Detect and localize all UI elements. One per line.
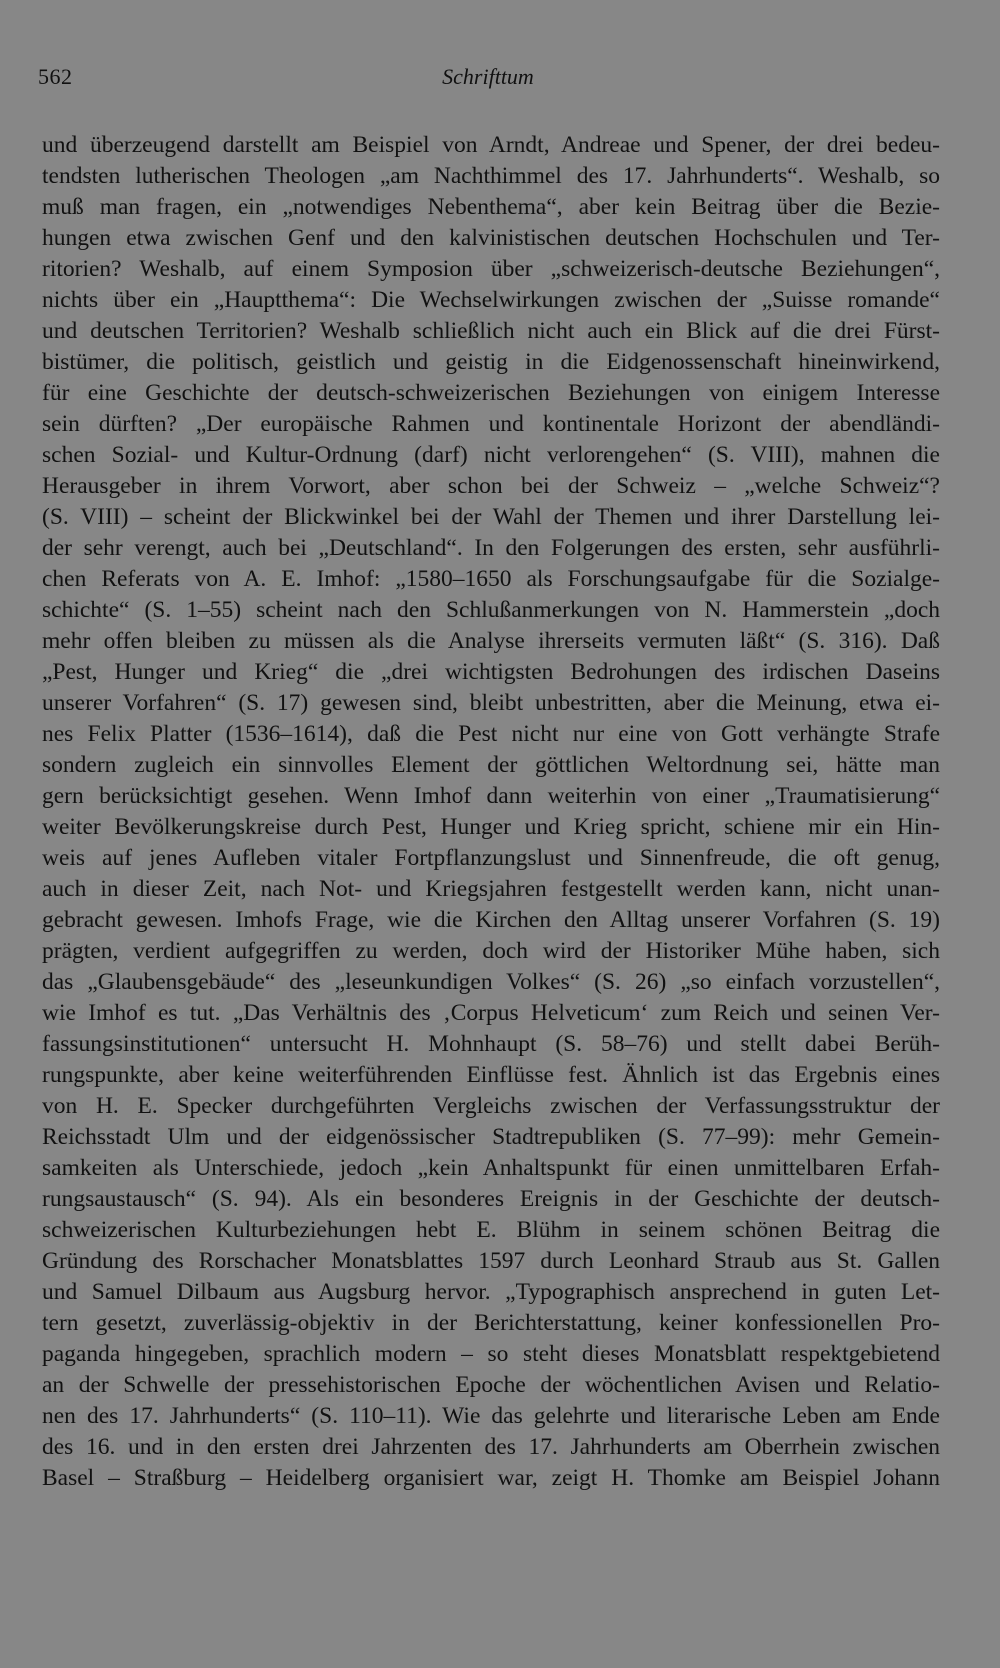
text-line: tern gesetzt, zuverlässig-objektiv in der Berichterstattung, keiner konfessionellen Pro- (42, 1310, 940, 1336)
text-line: auch in dieser Zeit, nach Not- und Kriegsjahren festgestellt werden kann, nicht unan- (42, 876, 940, 902)
text-line: gebracht gewesen. Imhofs Frage, wie die Kirchen den Alltag unserer Vorfahren (S. 19) (42, 907, 940, 933)
text-line: ritorien? Weshalb, auf einem Symposion über „schweizerisch-deutsche Beziehungen“, (42, 256, 940, 282)
text-line: der sehr verengt, auch bei „Deutschland“. In den Folgerungen des ersten, sehr ausführli- (42, 535, 940, 561)
text-line: weiter Bevölkerungskreise durch Pest, Hunger und Krieg spricht, schiene mir ein Hin- (42, 814, 940, 840)
text-line: rungspunkte, aber keine weiterführenden Einflüsse fest. Ähnlich ist das Ergebnis eines (42, 1062, 940, 1088)
text-line: weis auf jenes Aufleben vitaler Fortpflanzungslust und Sinnenfreude, die oft genug, (42, 845, 940, 871)
text-line: tendsten lutherischen Theologen „am Nachthimmel des 17. Jahrhunderts“. Weshalb, so (42, 163, 940, 189)
text-line: Herausgeber in ihrem Vorwort, aber schon bei der Schweiz – „welche Schweiz“? (42, 473, 940, 499)
page-header (38, 64, 938, 100)
text-line: „Pest, Hunger und Krieg“ die „drei wichtigsten Bedrohungen des irdischen Daseins (42, 659, 940, 685)
text-line: das „Glaubensgebäude“ des „leseunkundigen Volkes“ (S. 26) „so einfach vorzustellen“, (42, 969, 940, 995)
text-line: schichte“ (S. 1–55) scheint nach den Schlußanmerkungen von N. Hammerstein „doch (42, 597, 940, 623)
text-line: sein dürften? „Der europäische Rahmen und kontinentale Horizont der abendländi- (42, 411, 940, 437)
text-line: und Samuel Dilbaum aus Augsburg hervor. „Typographisch ansprechend in guten Let- (42, 1279, 940, 1305)
text-line: Basel – Straßburg – Heidelberg organisiert war, zeigt H. Thomke am Beispiel Johann (42, 1465, 940, 1491)
text-line: rungsaustausch“ (S. 94). Als ein besonderes Ereignis in der Geschichte der deutsch- (42, 1186, 940, 1212)
text-line: hungen etwa zwischen Genf und den kalvinistischen deutschen Hochschulen und Ter- (42, 225, 940, 251)
text-line: paganda hingegeben, sprachlich modern – so steht dieses Monatsblatt respektgebietend (42, 1341, 940, 1367)
text-line: muß man fragen, ein „notwendiges Nebenthema“, aber kein Beitrag über die Bezie- (42, 194, 940, 220)
text-line: fassungsinstitutionen“ untersucht H. Mohnhaupt (S. 58–76) und stellt dabei Berüh- (42, 1031, 940, 1057)
text-line: (S. VIII) – scheint der Blickwinkel bei der Wahl der Themen und ihrer Darstellung lei- (42, 504, 940, 530)
text-line: und überzeugend darstellt am Beispiel von Arndt, Andreae und Spener, der drei bedeu- (42, 132, 940, 158)
text-line: und deutschen Territorien? Weshalb schließlich nicht auch ein Blick auf die drei Fürst- (42, 318, 940, 344)
text-line: bistümer, die politisch, geistlich und geistig in die Eidgenossenschaft hineinwirkend, (42, 349, 940, 375)
text-line: chen Referats von A. E. Imhof: „1580–1650 als Forschungsaufgabe für die Sozialge- (42, 566, 940, 592)
text-line: mehr offen bleiben zu müssen als die Analyse ihrerseits vermuten läßt“ (S. 316). Daß (42, 628, 940, 654)
text-line: unserer Vorfahren“ (S. 17) gewesen sind, bleibt unbestritten, aber die Meinung, etwa ei- (42, 690, 940, 716)
text-line: schweizerischen Kulturbeziehungen hebt E. Blühm in seinem schönen Beitrag die (42, 1217, 940, 1243)
running-title: Schrifttum (442, 64, 534, 89)
text-line: sondern zugleich ein sinnvolles Element der göttlichen Weltordnung sei, hätte man (42, 752, 940, 778)
text-line: schen Sozial- und Kultur-Ordnung (darf) nicht verlorengehen“ (S. VIII), mahnen die (42, 442, 940, 468)
text-line: Reichsstadt Ulm und der eidgenössischer Stadtrepubliken (S. 77–99): mehr Gemein- (42, 1124, 940, 1150)
page-number: 562 (38, 64, 73, 89)
text-line: nen des 17. Jahrhunderts“ (S. 110–11). Wie das gelehrte und literarische Leben am Ende (42, 1403, 940, 1429)
text-line: nes Felix Platter (1536–1614), daß die Pest nicht nur eine von Gott verhängte Strafe (42, 721, 940, 747)
text-line: Gründung des Rorschacher Monatsblattes 1597 durch Leonhard Straub aus St. Gallen (42, 1248, 940, 1274)
text-line: prägten, verdient aufgegriffen zu werden, doch wird der Historiker Mühe haben, sich (42, 938, 940, 964)
text-line: wie Imhof es tut. „Das Verhältnis des ‚Corpus Helveticum‘ zum Reich und seinen Ver- (42, 1000, 940, 1026)
text-line: nichts über ein „Hauptthema“: Die Wechselwirkungen zwischen der „Suisse romande“ (42, 287, 940, 313)
text-line: für eine Geschichte der deutsch-schweizerischen Beziehungen von einigem Interesse (42, 380, 940, 406)
text-line: von H. E. Specker durchgeführten Vergleichs zwischen der Verfassungsstruktur der (42, 1093, 940, 1119)
text-line: gern berücksichtigt gesehen. Wenn Imhof dann weiterhin von einer „Traumatisierung“ (42, 783, 940, 809)
text-line: an der Schwelle der pressehistorischen Epoche der wöchentlichen Avisen und Relatio- (42, 1372, 940, 1398)
text-line: des 16. und in den ersten drei Jahrzenten des 17. Jahrhunderts am Oberrhein zwischen (42, 1434, 940, 1460)
text-line: samkeiten als Unterschiede, jedoch „kein Anhaltspunkt für einen unmittelbaren Erfah- (42, 1155, 940, 1181)
body-text (42, 130, 940, 1494)
